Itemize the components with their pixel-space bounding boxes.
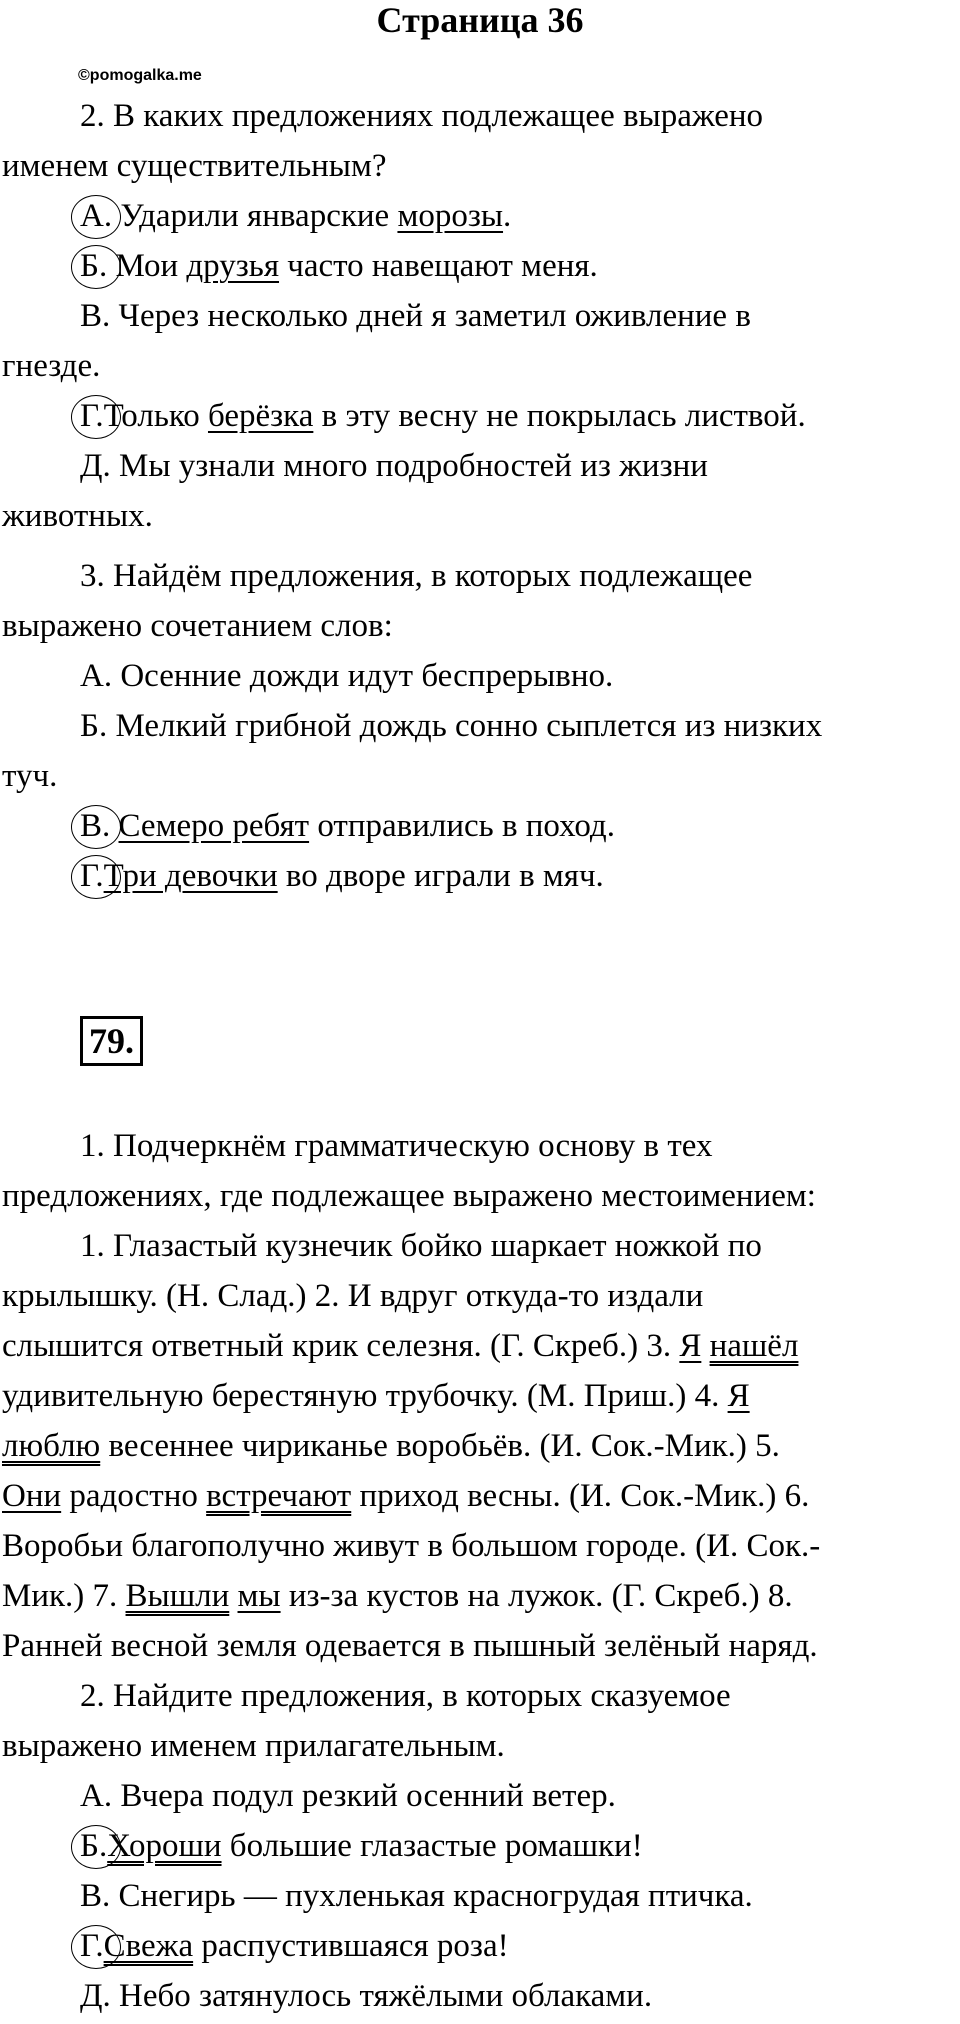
subject-underlined: Я <box>679 1328 702 1364</box>
exercise-number-box: 79. <box>80 1016 143 1066</box>
exercise-text-line9: Ранней весной земля одевается в пышный зелёный наряд. <box>2 1628 818 1664</box>
subject-underlined: Три девочки <box>103 858 278 894</box>
q3-option-b-line1: Б. Мелкий грибной дождь сонно сыплется из низких <box>80 708 823 744</box>
exercise-text-line5: люблю весеннее чириканье воробьёв. (И. Сок.-Мик.) 5. <box>2 1428 780 1464</box>
question-3-intro-line1: 3. Найдём предложения, в которых подлежащее <box>80 558 753 594</box>
subject-underlined: берёзка <box>207 398 314 434</box>
exercise-task-2-line2: выражено именем прилагательным. <box>2 1728 505 1764</box>
subject-underlined: друзья <box>186 248 280 284</box>
q2-option-a: А. Ударили январские морозы. <box>80 196 511 236</box>
option-marker-circled: А. <box>80 196 112 236</box>
subject-underlined: Они <box>2 1478 62 1514</box>
question-2-intro-line2: именем существительным? <box>2 148 387 184</box>
exercise-task-1-line2: предложениях, где подлежащее выражено местоимением: <box>2 1178 816 1214</box>
q3-option-b-line2: туч. <box>2 758 58 794</box>
option-marker-circled: Б. <box>80 1826 107 1866</box>
question-3-intro-line2: выражено сочетанием слов: <box>2 608 393 644</box>
option-marker-circled: В. <box>80 806 110 846</box>
predicate-double-underlined: встречают <box>206 1478 352 1514</box>
predicate-double-underlined: нашёл <box>709 1328 799 1364</box>
exercise-text-line2: крылышку. (Н. Слад.) 2. И вдруг откуда-то издали <box>2 1278 704 1314</box>
subject-underlined: Я <box>727 1378 750 1414</box>
exercise-text-line3: слышится ответный крик селезня. (Г. Скреб.) 3. Я нашёл <box>2 1328 799 1364</box>
q2-option-d-line2: животных. <box>2 498 153 534</box>
ex2-option-a: А. Вчера подул резкий осенний ветер. <box>80 1778 616 1814</box>
exercise-text-line4: удивительную берестяную трубочку. (М. Приш.) 4. Я <box>2 1378 750 1414</box>
q2-option-v-line1: В. Через несколько дней я заметил оживление в <box>80 298 751 334</box>
ex2-option-v: В. Снегирь — пухленькая красногрудая птичка. <box>80 1878 753 1914</box>
predicate-double-underlined: Свежа <box>103 1928 194 1964</box>
q3-option-g: Г. Три девочки во дворе играли в мяч. <box>80 856 604 896</box>
exercise-task-1-line1: 1. Подчеркнём грамматическую основу в тех <box>80 1128 713 1164</box>
q2-option-b: Б. Мои друзья часто навещают меня. <box>80 246 598 286</box>
exercise-text-line1: 1. Глазастый кузнечик бойко шаркает ножкой по <box>80 1228 762 1264</box>
q3-option-a: А. Осенние дожди идут беспрерывно. <box>80 658 614 694</box>
q2-option-g: Г. Только берёзка в эту весну не покрылась листвой. <box>80 396 806 436</box>
q2-option-v-line2: гнезде. <box>2 348 101 384</box>
subject-underlined: морозы <box>397 198 504 234</box>
question-2-intro-line1: 2. В каких предложениях подлежащее выражено <box>80 98 764 134</box>
ex2-option-g: Г. Свежа распустившаяся роза! <box>80 1926 509 1966</box>
exercise-task-2-line1: 2. Найдите предложения, в которых сказуемое <box>80 1678 731 1714</box>
predicate-double-underlined: Хороши <box>107 1828 222 1864</box>
ex2-option-b: Б. Хороши большие глазастые ромашки! <box>80 1826 643 1866</box>
option-marker-circled: Г. <box>80 1926 104 1966</box>
ex2-option-d: Д. Небо затянулось тяжёлыми облаками. <box>80 1978 653 2014</box>
exercise-text-line6: Они радостно встречают приход весны. (И. Сок.-Мик.) 6. <box>2 1478 810 1514</box>
option-marker-circled: Г. <box>80 856 104 896</box>
option-marker-circled: Б. <box>80 246 107 286</box>
exercise-text-line7: Воробьи благополучно живут в большом городе. (И. Сок.- <box>2 1528 821 1564</box>
subject-underlined: мы <box>237 1578 281 1614</box>
exercise-text-line8: Мик.) 7. Вышли мы из-за кустов на лужок. (Г. Скреб.) 8. <box>2 1578 793 1614</box>
page-title: Страница 36 <box>376 0 584 40</box>
q3-option-v: В. Семеро ребят отправились в поход. <box>80 806 615 846</box>
subject-underlined: Семеро ребят <box>118 808 310 844</box>
q2-option-d-line1: Д. Мы узнали много подробностей из жизни <box>80 448 708 484</box>
watermark: ©pomogalka.me <box>78 67 202 84</box>
predicate-double-underlined: Вышли <box>125 1578 230 1614</box>
predicate-double-underlined: люблю <box>2 1428 101 1464</box>
option-marker-circled: Г. <box>80 396 104 436</box>
